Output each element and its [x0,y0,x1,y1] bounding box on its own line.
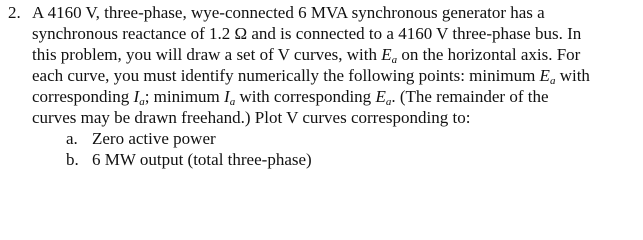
problem-2 [8,2,638,170]
statement-line-6: curves may be drawn freehand.) Plot V curves corresponding to: [32,108,471,127]
subitem-text: 6 MW output (total three-phase) [92,150,312,169]
problem-number: 2. [8,3,21,22]
subitem-label: a. [66,129,78,148]
variable-ea: $E_a$ [381,45,398,66]
statement-line-5: corresponding $I_a$; minimum $I_a$ with corresponding $E_a$. (The remainder of the [32,87,549,108]
subitem-label: b. [66,150,79,169]
statement-line-1: A 4160 V, three-phase, wye-connected 6 MVA synchronous generator has a [32,3,545,22]
statement-line-2: synchronous reactance of 1.2 Ω and is connected to a 4160 V three-phase bus. In [32,24,582,43]
statement-line-4: each curve, you must identify numerically the following points: minimum $E_a$ with [32,66,590,87]
subitems-list [66,128,638,170]
variable-ea: $E_a$ [539,66,556,87]
variable-ea: $E_a$ [375,87,392,108]
problem-statement [32,2,638,128]
variable-ia: $I_a$ [224,87,236,108]
statement-line-3: this problem, you will draw a set of V curves, with $E_a$ on the horizontal axis. For [32,45,581,66]
subitem-b [66,149,638,170]
subitem-text: Zero active power [92,129,216,148]
subitem-a [66,128,638,149]
variable-ia: $I_a$ [133,87,145,108]
